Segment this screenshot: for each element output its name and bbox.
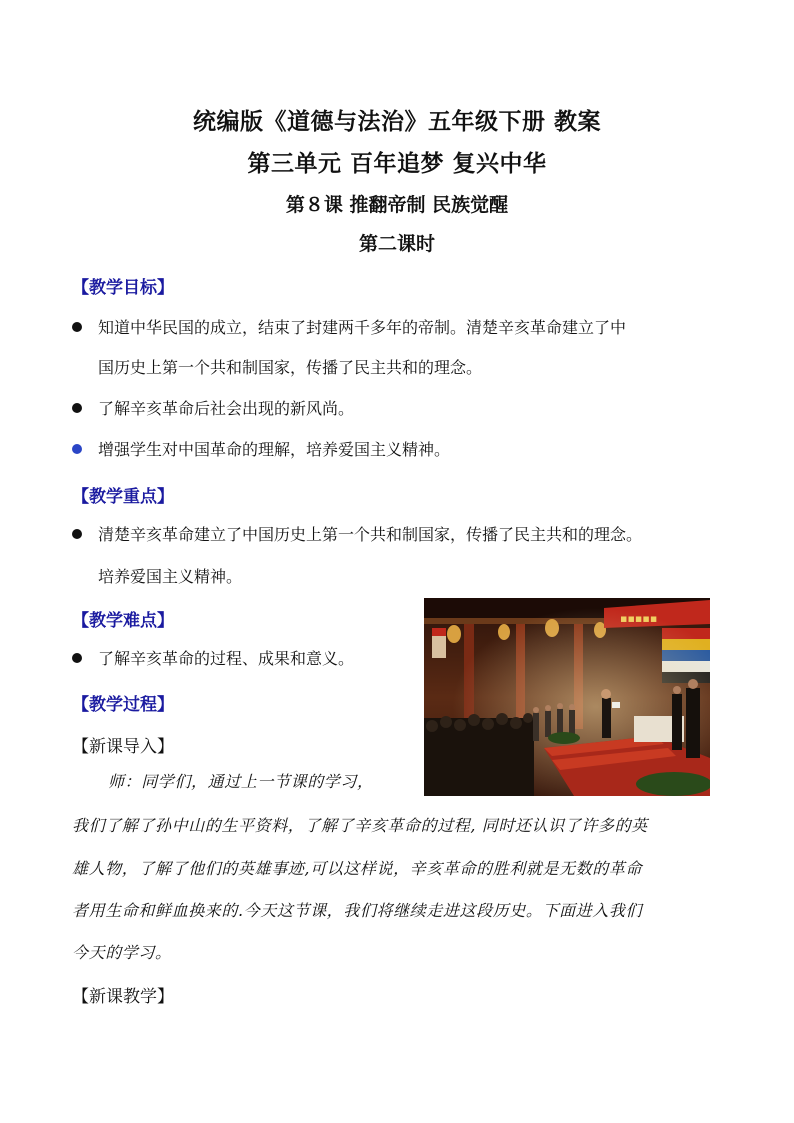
bullet-icon: [72, 322, 82, 332]
history-painting: [424, 598, 710, 796]
objective-1-line1: 知道中华民国的成立，结束了封建两千多年的帝制。清楚辛亥革命建立了中: [98, 318, 627, 337]
keypoint-line2: 培养爱国主义精神。: [98, 567, 243, 586]
doc-title: 统编版《道德与法治》五年级下册 教案: [192, 109, 601, 135]
objective-item-3: [72, 439, 450, 461]
objectives-heading: 【教学目标】: [72, 278, 174, 298]
objective-3-text: 增强学生对中国革命的理解，培养爱国主义精神。: [98, 440, 451, 459]
difficulty-text: 了解辛亥革命的过程、成果和意义。: [98, 649, 355, 668]
objective-2-text: 了解辛亥革命后社会出现的新风尚。: [98, 399, 355, 418]
period-title: 第二课时: [358, 233, 435, 255]
para-line-3: 者用生命和鲜血换来的.今天这节课，我们将继续走进这段历史。下面进入我们: [72, 901, 643, 920]
new-teaching-heading: 【新课教学】: [72, 987, 174, 1007]
keypoints-heading: 【教学重点】: [72, 487, 174, 507]
objective-item-2: [72, 398, 354, 420]
difficulties-heading: 【教学难点】: [72, 611, 174, 631]
lesson-title: 第８课 推翻帝制 民族觉醒: [285, 194, 509, 216]
para-line-2: 雄人物，了解了他们的英雄事迹,可以这样说，辛亥革命的胜利就是无数的革命: [72, 859, 643, 878]
bullet-icon: [72, 529, 82, 539]
objective-item-1: [72, 317, 626, 339]
difficulty-item: [72, 648, 354, 670]
keypoint-item: [72, 524, 642, 546]
teacher-line: 师：同学们，通过上一节课的学习，: [108, 772, 374, 791]
para-line-1: 我们了解了孙中山的生平资料，了解了辛亥革命的过程, 同时还认识了许多的英: [72, 816, 648, 835]
bullet-icon: [72, 653, 82, 663]
bullet-icon: [72, 403, 82, 413]
bullet-icon: [72, 444, 82, 454]
process-heading: 【教学过程】: [72, 695, 174, 715]
unit-title: 第三单元 百年追梦 复兴中华: [247, 151, 547, 177]
intro-heading: 【新课导入】: [72, 737, 174, 757]
keypoint-line1: 清楚辛亥革命建立了中国历史上第一个共和制国家，传播了民主共和的理念。: [98, 525, 643, 544]
para-line-4: 今天的学习。: [72, 943, 172, 962]
objective-1-line2: 国历史上第一个共和制国家，传播了民主共和的理念。: [98, 358, 483, 377]
